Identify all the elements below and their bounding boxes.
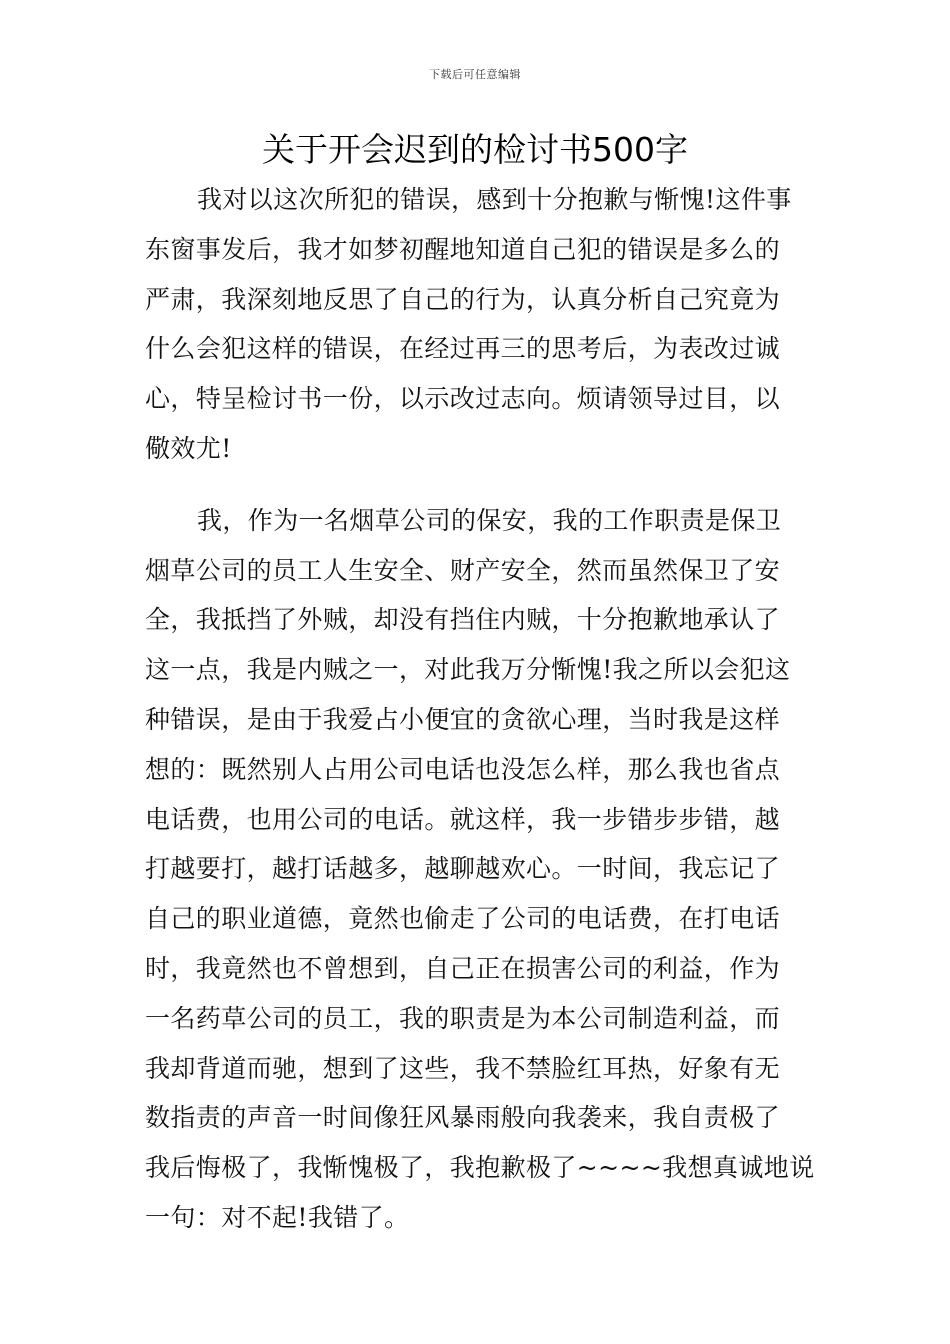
text-line: 一名药草公司的员工，我的职责是为本公司制造利益，而	[145, 1003, 781, 1033]
text-line: 我对以这次所犯的错误，感到十分抱歉与惭愧!这件事	[197, 185, 792, 214]
text-line: 想的：既然别人占用公司电话也没怎么样，那么我也省点	[145, 754, 781, 784]
text-line: 自己的职业道德，竟然也偷走了公司的电话费，在打电话	[145, 904, 781, 934]
text-line: 种错误，是由于我爱占小便宜的贪欲心理，当时我是这样	[145, 704, 781, 734]
text-line: 什么会犯这样的错误，在经过再三的思考后，为表改过诚	[145, 334, 781, 364]
text-line: 打越要打，越打话越多，越聊越欢心。一时间，我忘记了	[145, 854, 781, 884]
document-title: 关于开会迟到的检讨书500字	[262, 130, 688, 169]
text-line: 儆效尤!	[145, 433, 232, 463]
text-line: 东窗事发后，我才如梦初醒地知道自己犯的错误是多么的	[145, 234, 781, 264]
text-line: 全，我抵挡了外贼，却没有挡住内贼，十分抱歉地承认了	[145, 605, 781, 635]
text-line: 这一点，我是内贼之一，对此我万分惭愧!我之所以会犯这	[145, 655, 791, 685]
document-body	[145, 175, 815, 1243]
text-line: 一句：对不起!我错了。	[145, 1202, 410, 1232]
text-line: 电话费，也用公司的电话。就这样，我一步错步步错，越	[145, 804, 781, 834]
text-line: 烟草公司的员工人生安全、财产安全，然而虽然保卫了安	[145, 555, 781, 585]
paragraph-1	[145, 175, 807, 474]
text-line: 数指责的声音一时间像狂风暴雨般向我袭来，我自责极了	[145, 1103, 781, 1133]
header-note: 下载后可任意编辑	[429, 68, 521, 81]
text-line: 心，特呈检讨书一份，以示改过志向。烦请领导过目，以	[145, 384, 781, 414]
paragraph-2	[145, 496, 815, 1243]
paragraph-spacer	[145, 474, 807, 496]
text-line: 我，作为一名烟草公司的保安，我的工作职责是保卫	[197, 505, 782, 535]
text-line: 严肃，我深刻地反思了自己的行为，认真分析自己究竟为	[145, 284, 781, 314]
text-line: 我后悔极了，我惭愧极了，我抱歉极了~~~~我想真诚地说	[145, 1153, 815, 1183]
text-line: 我却背道而驰，想到了这些，我不禁脸红耳热，好象有无	[145, 1053, 781, 1083]
text-line: 时，我竟然也不曾想到，自己正在损害公司的利益，作为	[145, 953, 781, 983]
